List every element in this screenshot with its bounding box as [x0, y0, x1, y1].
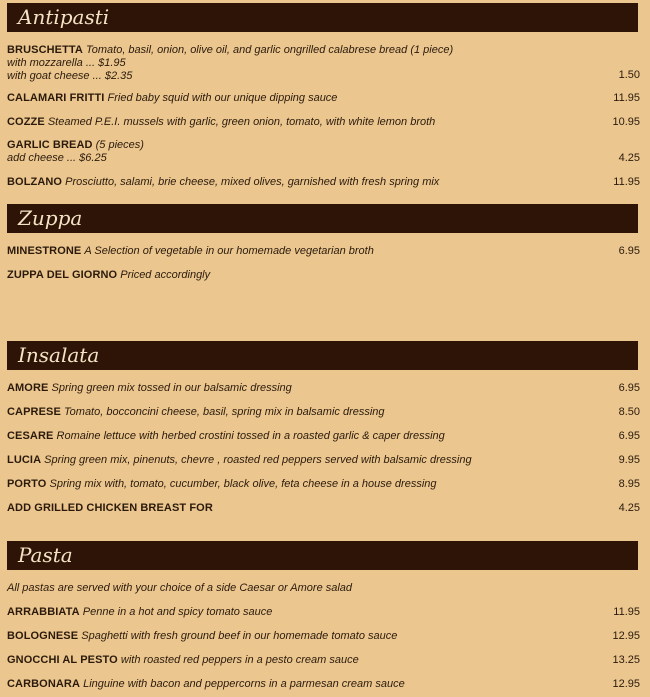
item-price: 12.95 — [612, 678, 640, 690]
item-name: CALAMARI FRITTI — [7, 92, 105, 104]
section-header-pasta — [7, 541, 638, 570]
item-option: add cheese ... $6.25 — [7, 152, 107, 164]
section-header-zuppa — [7, 204, 638, 233]
menu-item-cozze — [7, 116, 640, 129]
menu-item-cesare — [7, 430, 640, 443]
item-description: Penne in a hot and spicy tomato sauce — [82, 606, 273, 618]
item-description: Fried baby squid with our unique dipping sauce — [107, 92, 338, 104]
item-description: Linguine with bacon and peppercorns in a parmesan cream sauce — [83, 678, 405, 690]
menu-item-add-grilled-chicken — [7, 502, 640, 515]
item-price: 10.95 — [612, 116, 640, 128]
item-name: CAPRESE — [7, 406, 61, 418]
item-name: PORTO — [7, 478, 47, 490]
item-name: LUCIA — [7, 454, 42, 466]
item-price: 11.95 — [613, 92, 640, 104]
menu-item-minestrone — [7, 245, 640, 258]
item-price: 8.50 — [618, 406, 640, 418]
menu-item-porto — [7, 478, 640, 491]
item-description: Spring mix with, tomato, cucumber, black olive, feta cheese in a house dressing — [49, 478, 437, 490]
item-option: with goat cheese ... $2.35 — [7, 70, 133, 82]
section-title: Insalata — [18, 343, 100, 367]
item-price: 11.95 — [613, 606, 640, 618]
item-name: MINESTRONE — [7, 245, 82, 257]
item-description: Prosciutto, salami, brie cheese, mixed olives, garnished with fresh spring mix — [65, 176, 440, 188]
item-price: 1.50 — [618, 69, 640, 81]
item-price: 8.95 — [618, 478, 640, 490]
item-description: Tomato, bocconcini cheese, basil, spring mix in balsamic dressing — [63, 406, 385, 418]
menu-item-caprese — [7, 406, 640, 419]
menu-item-calamari-fritti — [7, 92, 640, 105]
item-name: ADD GRILLED CHICKEN BREAST FOR — [7, 502, 213, 514]
item-name: GARLIC BREAD — [7, 139, 93, 151]
item-option: with mozzarella ... $1.95 — [7, 57, 126, 69]
item-description: Spring green mix, pinenuts, chevre , roasted red peppers served with balsamic dressing — [44, 454, 472, 466]
item-name: BRUSCHETTA — [7, 44, 83, 56]
section-title: Antipasti — [18, 5, 110, 29]
item-price: 9.95 — [618, 454, 640, 466]
item-price: 12.95 — [612, 630, 640, 642]
menu-item-garlic-bread — [7, 139, 640, 165]
item-description: with roasted red peppers in a pesto cream sauce — [120, 654, 359, 666]
item-name: GNOCCHI AL PESTO — [7, 654, 118, 666]
item-name: ARRABBIATA — [7, 606, 80, 618]
section-note: All pastas are served with your choice of a side Caesar or Amore salad — [7, 582, 353, 594]
item-description: Steamed P.E.I. mussels with garlic, green onion, tomato, with white lemon broth — [47, 116, 436, 128]
item-price: 6.95 — [618, 430, 640, 442]
menu-item-amore — [7, 382, 640, 395]
menu-item-carbonara — [7, 678, 640, 691]
menu-item-bruschetta — [7, 44, 640, 83]
menu-item-bolzano — [7, 176, 640, 189]
item-price: 6.95 — [618, 382, 640, 394]
menu-item-lucia — [7, 454, 640, 467]
item-name: AMORE — [7, 382, 49, 394]
item-name: CESARE — [7, 430, 54, 442]
item-description: (5 pieces) — [95, 139, 144, 151]
section-header-antipasti — [7, 3, 638, 32]
item-name: BOLZANO — [7, 176, 63, 188]
item-description: Spaghetti with fresh ground beef in our homemade tomato sauce — [81, 630, 398, 642]
section-header-insalata — [7, 341, 638, 370]
section-title: Zuppa — [18, 206, 83, 230]
item-description: Priced accordingly — [120, 269, 211, 281]
item-name: COZZE — [7, 116, 45, 128]
menu-item-zuppa-del-giorno — [7, 269, 640, 282]
item-description: Spring green mix tossed in our balsamic dressing — [51, 382, 292, 394]
menu-item-arrabbiata — [7, 606, 640, 619]
item-description: Tomato, basil, onion, olive oil, and garlic ongrilled calabrese bread (1 piece) — [86, 44, 454, 56]
item-price: 6.95 — [618, 245, 640, 257]
item-name: CARBONARA — [7, 678, 81, 690]
item-price: 11.95 — [613, 176, 640, 188]
item-price: 4.25 — [618, 502, 640, 514]
section-title: Pasta — [18, 543, 73, 567]
item-price: 13.25 — [612, 654, 640, 666]
menu-item-bolognese — [7, 630, 640, 643]
item-price: 4.25 — [618, 152, 640, 164]
item-description: A Selection of vegetable in our homemade vegetarian broth — [84, 245, 374, 257]
item-name: ZUPPA DEL GIORNO — [7, 269, 118, 281]
menu-item-gnocchi-al-pesto — [7, 654, 640, 667]
item-description: Romaine lettuce with herbed crostini tossed in a roasted garlic & caper dressing — [56, 430, 445, 442]
item-name: BOLOGNESE — [7, 630, 79, 642]
